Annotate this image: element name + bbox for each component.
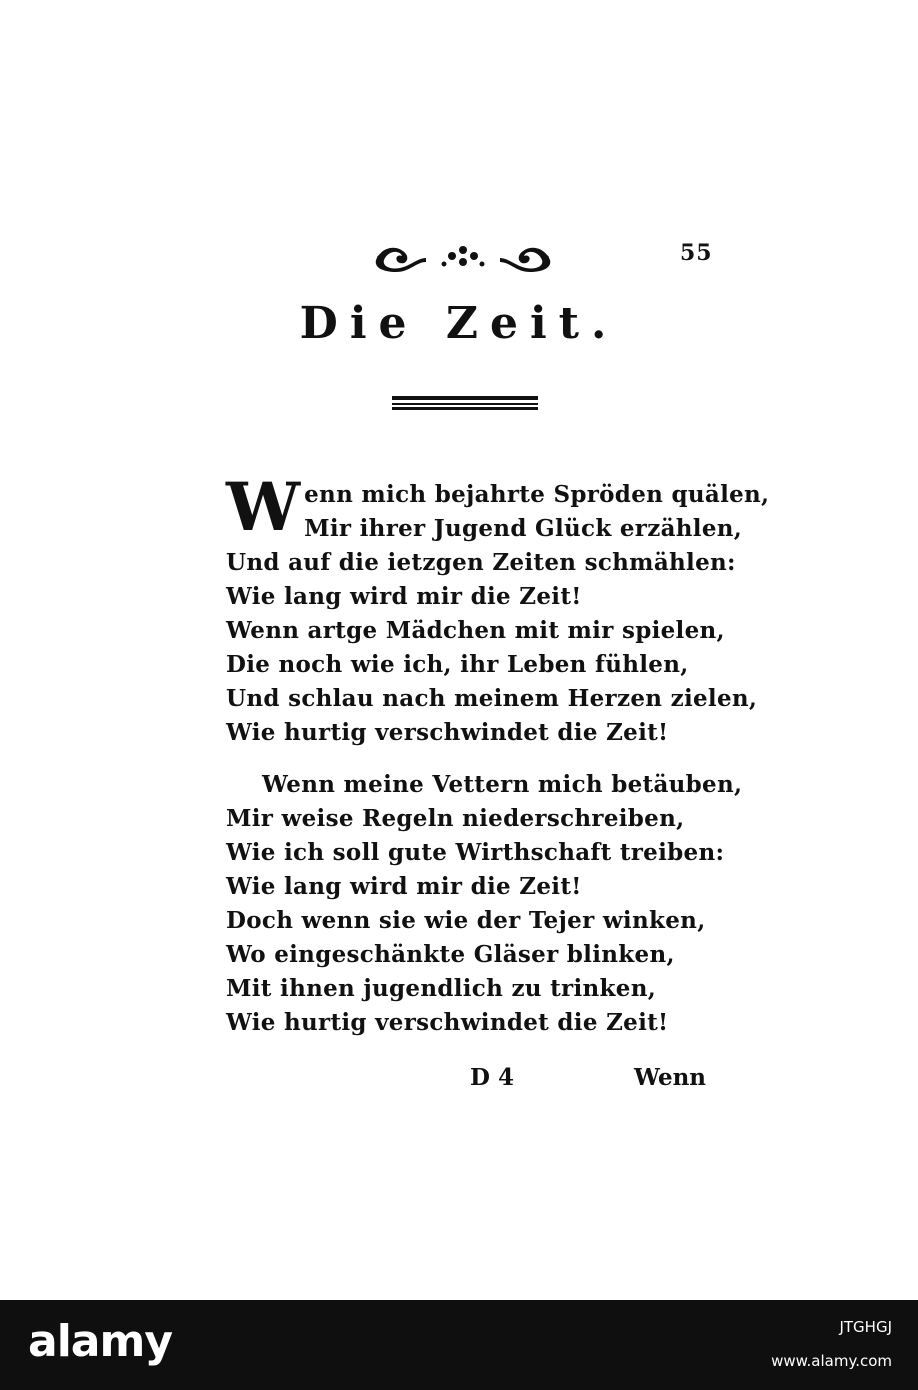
poem-line: Wenn artge Mädchen mit mir spielen, — [226, 617, 725, 644]
poem-line: Wie hurtig verschwindet die Zeit! — [226, 1009, 669, 1036]
stanza-1 — [226, 468, 770, 750]
stanza-2 — [226, 768, 743, 1040]
footer-url: www.alamy.com — [771, 1352, 892, 1370]
signature-mark: D 4 — [470, 1064, 514, 1091]
poem-line: enn mich bejahrte Spröden quälen, — [304, 481, 770, 508]
poem-line: Wie lang wird mir die Zeit! — [226, 583, 582, 610]
poem-line: Und auf die ietzgen Zeiten schmählen: — [226, 549, 736, 576]
title-rule — [392, 396, 538, 410]
poem-line: Wie hurtig verschwindet die Zeit! — [226, 719, 669, 746]
poem-line: Mit ihnen jugendlich zu trinken, — [226, 975, 657, 1002]
page-number: 55 — [680, 240, 713, 266]
ornament-icon — [372, 240, 554, 274]
image-code: JTGHGJ — [839, 1318, 892, 1336]
watermark-footer — [0, 1300, 918, 1390]
catchword: Wenn — [634, 1064, 707, 1091]
poem-line: Doch wenn sie wie der Tejer winken, — [226, 907, 706, 934]
alamy-logo: alamy — [28, 1316, 172, 1367]
poem-line: Wenn meine Vettern mich betäuben, — [262, 771, 743, 798]
poem-line: Die noch wie ich, ihr Leben fühlen, — [226, 651, 689, 678]
poem-line: Wo eingeschänkte Gläser blinken, — [226, 941, 675, 968]
poem-line: Wie lang wird mir die Zeit! — [226, 873, 582, 900]
poem-line: Mir weise Regeln niederschreiben, — [226, 805, 685, 832]
poem-line: Mir ihrer Jugend Glück erzählen, — [304, 515, 743, 542]
page-title: Die Zeit. — [299, 298, 619, 349]
drop-cap: W — [226, 468, 301, 546]
poem-line: Wie ich soll gute Wirthschaft treiben: — [226, 839, 725, 866]
poem-line: Und schlau nach meinem Herzen zielen, — [226, 685, 758, 712]
